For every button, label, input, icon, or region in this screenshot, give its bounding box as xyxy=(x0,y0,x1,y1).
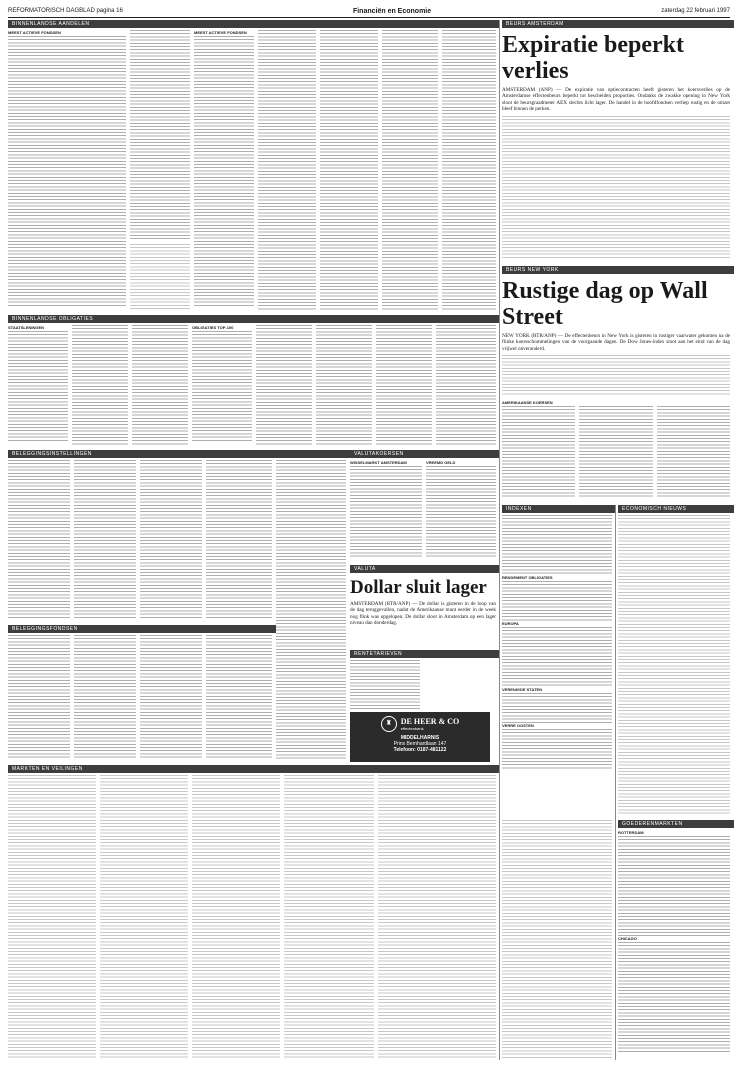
table-lines xyxy=(74,635,136,760)
meest-actieve-label: MEEST ACTIEVE FONDSEN xyxy=(8,30,61,35)
markten-col-1 xyxy=(8,775,96,1060)
fondsen-col-1 xyxy=(8,635,70,760)
article-amsterdam-body: AMSTERDAM (ANP) — De expiratie van optiecontracten heeft gisteren het koersverlies op de Amsterdamse effectenbeurs beperkt tot bescheiden proporties. Ondanks de zwakke opening in New York sloot de beursgraadmeter AEX slechts licht lager. De handel in de hoofdfondsen verliep rustig en de omzet bleef binnen de perken. xyxy=(502,87,730,113)
obligaties-col-3 xyxy=(132,325,188,445)
section-valutakoersen: VALUTAKOERSEN xyxy=(350,450,500,458)
aandelen-col-3 xyxy=(194,30,254,310)
rente-table xyxy=(350,660,420,710)
verenigde-staten-label: VERENIGDE STATEN xyxy=(502,687,543,692)
ad-tagline: effectenbank xyxy=(400,726,424,731)
section-binnenland-obligaties: BINNENLANDSE OBLIGATIES xyxy=(8,315,500,323)
vreemd-geld xyxy=(426,460,496,560)
obligaties-col-5 xyxy=(256,325,312,445)
aandelen-col-5 xyxy=(320,30,378,310)
aandelen-col-2 xyxy=(130,30,190,240)
amerikaanse-koersen-label: AMERIKAANSE KOERSEN xyxy=(502,400,553,405)
table-lines xyxy=(140,460,202,620)
aandelen-footnote xyxy=(130,244,190,310)
rendement-label: RENDEMENT OBLIGATIES xyxy=(502,575,553,580)
article-newyork xyxy=(502,276,730,396)
table-lines xyxy=(72,325,128,445)
section-rentetarieven: RENTETARIEVEN xyxy=(350,650,500,658)
section-economisch-nieuws: ECONOMISCH NIEUWS xyxy=(618,505,734,513)
section-goederenmarkten: GOEDERENMARKTEN xyxy=(618,820,734,828)
aandelen-col-4 xyxy=(258,30,316,310)
obligaties-col-8 xyxy=(436,325,496,445)
table-lines xyxy=(194,36,254,308)
table-lines xyxy=(192,331,252,443)
table-lines xyxy=(657,406,730,498)
masthead xyxy=(8,6,730,18)
table-lines xyxy=(436,325,496,445)
table-lines xyxy=(256,325,312,445)
staatsleningen-label: STAATSLENINGEN xyxy=(8,325,45,330)
article-newyork-headline: Rustige dag op Wall Street xyxy=(502,278,708,330)
article-dollar-headline: Dollar sluit lager xyxy=(350,577,487,598)
aandelen-col-6 xyxy=(382,30,438,310)
markten-col-2 xyxy=(100,775,188,1060)
table-lines xyxy=(130,30,190,240)
text-lines xyxy=(192,775,280,1060)
beleg-col-4 xyxy=(206,460,272,620)
table-lines xyxy=(350,466,422,558)
ad-city: MIDDELHARNIS xyxy=(400,735,440,741)
table-lines xyxy=(206,460,272,620)
text-lines xyxy=(378,775,496,1060)
meest-actieve-label-2: MEEST ACTIEVE FONDSEN xyxy=(194,30,247,35)
article-dollar-body: AMSTERDAM (RTR/ANP) — De dollar is gisteren in de loop van de dag teruggevallen, nadat de Amerikaanse munt eerder in de week nog flink was opgelopen. De dollar sloot in Amsterdam op een lager niveau dan donderdag. xyxy=(350,601,496,627)
table-lines xyxy=(502,581,612,621)
beleg-col-1 xyxy=(8,460,70,620)
markten-col-4 xyxy=(284,775,374,1060)
table-lines xyxy=(132,325,188,445)
masthead-title: Financiën en Economie xyxy=(352,7,432,15)
wisselmarkt xyxy=(350,460,422,560)
indexen-table xyxy=(502,515,612,815)
text-lines xyxy=(100,775,188,1060)
advertisement[interactable] xyxy=(350,712,490,762)
masthead-left: REFORMATORISCH DAGBLAD pagina 16 xyxy=(8,8,123,14)
table-lines xyxy=(206,635,272,760)
table-lines xyxy=(618,836,730,936)
table-lines xyxy=(320,30,378,310)
article-continuation xyxy=(502,116,730,260)
column-divider xyxy=(499,20,500,1060)
section-indexen: INDEXEN xyxy=(502,505,616,513)
article-dollar xyxy=(350,575,496,645)
obligaties-top-label: OBLIGATIES TOP-100 xyxy=(192,325,234,330)
table-lines xyxy=(316,325,372,445)
table-lines xyxy=(382,30,438,310)
obligaties-col-7 xyxy=(376,325,432,445)
table-lines xyxy=(502,627,612,687)
article-continuation xyxy=(502,355,730,396)
table-lines xyxy=(502,406,575,498)
company-logo-icon: ♜ xyxy=(381,716,397,732)
table-lines xyxy=(350,660,420,710)
fondsen-col-3 xyxy=(140,635,202,760)
text-lines xyxy=(502,820,612,1060)
obligaties-col-1 xyxy=(8,325,68,445)
amerikaanse-koersen xyxy=(502,400,730,500)
masthead-date: zaterdag 22 februari 1997 xyxy=(661,8,730,14)
text-lines xyxy=(8,775,96,1060)
economisch-nieuws-text xyxy=(618,515,730,815)
table-lines xyxy=(74,460,136,620)
markten-col-5 xyxy=(378,775,496,1060)
markten-right-text xyxy=(502,820,612,1060)
table-lines xyxy=(502,693,612,723)
section-beleggingsfondsen: BELEGGINGSFONDSEN xyxy=(8,625,276,633)
table-lines xyxy=(140,635,202,760)
europa-label: EUROPA xyxy=(502,621,519,626)
table-lines xyxy=(579,406,652,498)
ad-address: Prins Bernhardlaan 147 xyxy=(393,741,447,747)
table-lines xyxy=(502,515,612,575)
wisselmarkt-label: WISSELMARKT AMSTERDAM xyxy=(350,460,407,465)
markten-col-3 xyxy=(192,775,280,1060)
section-beurs-newyork: BEURS NEW YORK xyxy=(502,266,734,274)
table-lines xyxy=(258,30,316,310)
section-binnenland-aandelen: BINNENLANDSE AANDELEN xyxy=(8,20,500,28)
ad-phone: Telefoon: 0187-481122 xyxy=(393,747,447,753)
section-markten: MARKTEN EN VEILINGEN xyxy=(8,765,500,773)
article-newyork-body: NEW YORK (RTR/ANP) — De effectenbeurs in New York is gisteren in rustiger vaarwater gekomen na de flinke koersschommelingen van de voorgaande dagen. De Dow Jones-index sloot aan het eind van de dag vrijwel onveranderd. xyxy=(502,333,730,352)
fondsen-col-2 xyxy=(74,635,136,760)
vreemd-geld-label: VREEMD GELD xyxy=(426,460,456,465)
section-beleggingsinstellingen: BELEGGINGSINSTELLINGEN xyxy=(8,450,350,458)
section-valuta: VALUTA xyxy=(350,565,500,573)
aandelen-col-7 xyxy=(442,30,496,310)
table-lines xyxy=(8,36,126,308)
table-lines xyxy=(426,466,496,558)
table-lines xyxy=(442,30,496,310)
verre-oosten-label: VERRE OOSTEN xyxy=(502,723,534,728)
beleg-col-5 xyxy=(276,460,346,760)
goederen-chicago-label: CHICAGO xyxy=(618,936,637,941)
beleg-col-2 xyxy=(74,460,136,620)
ad-company: DE HEER & CO xyxy=(400,717,460,726)
obligaties-col-6 xyxy=(316,325,372,445)
aandelen-col-1 xyxy=(8,30,126,310)
beleg-col-3 xyxy=(140,460,202,620)
text-lines xyxy=(618,515,730,815)
table-lines xyxy=(8,331,68,443)
section-beurs-amsterdam: BEURS AMSTERDAM xyxy=(502,20,734,28)
table-lines xyxy=(276,460,346,760)
table-lines xyxy=(8,635,70,760)
table-lines xyxy=(8,460,70,620)
text-lines xyxy=(284,775,374,1060)
fondsen-col-4 xyxy=(206,635,272,760)
table-lines xyxy=(130,244,190,310)
goederen-table xyxy=(618,830,730,1060)
table-lines xyxy=(502,729,612,769)
obligaties-col-2 xyxy=(72,325,128,445)
table-lines xyxy=(376,325,432,445)
article-amsterdam-headline: Expiratie beperkt verlies xyxy=(502,32,684,84)
obligaties-col-4 xyxy=(192,325,252,445)
article-amsterdam xyxy=(502,30,730,260)
goederen-rotterdam-label: ROTTERDAM xyxy=(618,830,644,835)
column-divider xyxy=(615,505,616,1060)
table-lines xyxy=(618,942,730,1052)
